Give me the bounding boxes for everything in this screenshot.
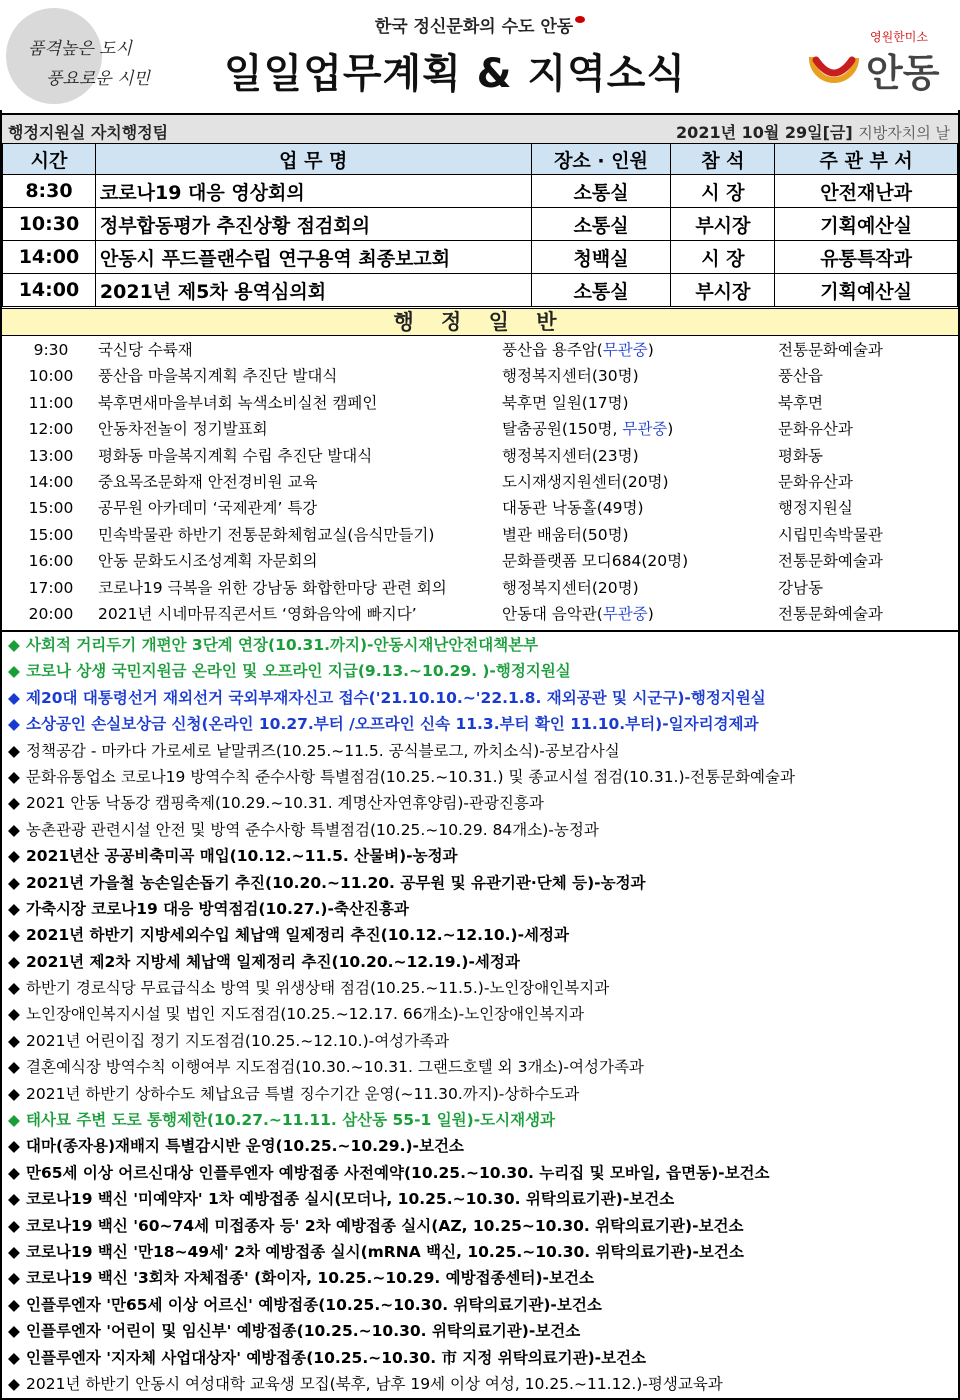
general-time: 10:00 xyxy=(28,367,74,386)
schedule-header-row xyxy=(3,144,958,175)
notice-item xyxy=(2,711,958,737)
notice-item xyxy=(2,922,958,948)
general-dept: 북후면 xyxy=(778,393,823,412)
notice-text: 제20대 대통령선거 재외선거 국외부재자신고 접수('21.10.10.~'22.1.8. 재외공관 및 시군구)-행정지원실 xyxy=(26,688,766,707)
general-time: 16:00 xyxy=(28,552,74,571)
general-dept: 전통문화예술과 xyxy=(778,605,883,623)
diamond-bullet-icon: ◆ xyxy=(8,1322,20,1341)
col-header-place: 장소 · 인원 xyxy=(531,144,671,175)
general-place-end: ) xyxy=(667,420,674,439)
general-place xyxy=(502,363,639,389)
notice-item xyxy=(2,632,958,658)
notice-text: 코로나19 백신 '만18~49세' 2차 예방접종 실시(mRNA 백신, 10.25.~10.30. 위탁의료기관)-보건소 xyxy=(26,1242,744,1261)
general-dept: 풍산읍 xyxy=(778,367,823,386)
notice-text: 코로나19 백신 '3회차 자체접종' (화이자, 10.25.~10.29. 예방접종센터)-보건소 xyxy=(26,1269,594,1288)
general-task: 중요목조문화재 안전경비원 교육 xyxy=(98,473,318,491)
notice-item xyxy=(2,1265,958,1291)
notice-item xyxy=(2,1133,958,1159)
cell-dept: 기획예산실 xyxy=(775,208,958,241)
diamond-bullet-icon: ◆ xyxy=(8,952,20,971)
general-place-text: 행정복지센터(20명) xyxy=(502,578,639,597)
notice-item xyxy=(2,764,958,790)
subtitle-text: 한국 정신문화의 수도 안동 xyxy=(374,17,574,37)
notice-item xyxy=(2,738,958,764)
general-time: 12:00 xyxy=(28,420,74,439)
diamond-bullet-icon: ◆ xyxy=(8,1137,20,1156)
notice-item xyxy=(2,896,958,922)
notice-text: 정책공감 - 마카다 가로세로 낱말퀴즈(10.25.~11.5. 공식블로그, 까치소식)-공보감사실 xyxy=(26,741,620,760)
cell-attend: 부시장 xyxy=(671,208,775,241)
general-place xyxy=(502,390,629,416)
general-dept: 전통문화예술과 xyxy=(778,552,883,571)
schedule-row xyxy=(3,241,958,274)
cell-dept: 안전재난과 xyxy=(775,175,958,208)
notice-text: 2021 안동 낙동강 캠핑축제(10.29.~10.31. 계명산자연휴양림)-관광진흥과 xyxy=(26,794,544,813)
logo-tagline: 영원한미소 xyxy=(870,30,928,44)
diamond-bullet-icon: ◆ xyxy=(8,662,20,681)
general-row xyxy=(2,469,958,495)
general-place-end: ) xyxy=(647,605,654,623)
notice-text: 2021년 하반기 안동시 여성대학 교육생 모집(북후, 남후 19세 이상 여성, 10.25.~11.12.)-평생교육과 xyxy=(26,1374,723,1393)
schedule-table xyxy=(2,143,958,307)
general-row xyxy=(2,601,958,627)
general-dept: 강남동 xyxy=(778,578,823,597)
cell-place: 소통실 xyxy=(531,175,671,208)
cell-task: 정부합동평가 추진상황 점검회의 xyxy=(95,208,531,241)
diamond-bullet-icon: ◆ xyxy=(8,1058,20,1077)
diamond-bullet-icon: ◆ xyxy=(8,688,20,707)
general-schedule-list xyxy=(2,336,958,628)
general-place xyxy=(502,469,669,495)
diamond-bullet-icon: ◆ xyxy=(8,847,20,866)
notice-text: 노인장애인복지시설 및 법인 지도점검(10.25.~12.17. 66개소)-노인장애인복지과 xyxy=(26,1005,585,1024)
general-place xyxy=(502,601,654,627)
general-time: 11:00 xyxy=(28,393,74,412)
general-row xyxy=(2,575,958,601)
general-place xyxy=(502,495,644,521)
red-eye-icon xyxy=(575,16,585,23)
col-header-attend: 참 석 xyxy=(671,144,775,175)
cell-time: 8:30 xyxy=(3,175,96,208)
general-time: 13:00 xyxy=(28,446,74,465)
cell-place: 소통실 xyxy=(531,274,671,307)
general-task: 안동차전놀이 정기발표회 xyxy=(98,420,268,439)
general-row xyxy=(2,363,958,389)
general-time: 15:00 xyxy=(28,525,74,544)
general-place xyxy=(502,337,654,363)
general-time: 15:00 xyxy=(28,499,74,518)
diamond-bullet-icon: ◆ xyxy=(8,899,20,918)
diamond-bullet-icon: ◆ xyxy=(8,1374,20,1393)
diamond-bullet-icon: ◆ xyxy=(8,1242,20,1261)
general-place-text: 도시재생지원센터(20명) xyxy=(502,473,669,491)
general-dept: 평화동 xyxy=(778,446,823,465)
notice-item xyxy=(2,1239,958,1265)
notice-item xyxy=(2,1318,958,1344)
general-place-text: 행정복지센터(30명) xyxy=(502,367,639,386)
notice-text: 코로나19 백신 '60~74세 미접종자 등' 2차 예방접종 실시(AZ, 10.25~10.30. 위탁의료기관)-보건소 xyxy=(26,1216,744,1235)
general-task: 풍산읍 마을복지계획 추진단 발대식 xyxy=(98,367,338,386)
notice-item xyxy=(2,658,958,684)
general-task: 민속박물관 하반기 전통문화체험교실(음식만들기) xyxy=(98,525,435,544)
general-task: 국신당 수륙재 xyxy=(98,341,193,359)
cell-time: 14:00 xyxy=(3,274,96,307)
general-task: 안동 문화도시조성계획 자문회의 xyxy=(98,552,318,571)
andong-logo xyxy=(806,18,946,98)
general-place xyxy=(502,416,673,442)
notice-text: 가축시장 코로나19 대응 방역점검(10.27.)-축산진흥과 xyxy=(26,899,409,918)
col-header-dept: 주 관 부 서 xyxy=(775,144,958,175)
notice-text: 문화유통업소 코로나19 방역수칙 준수사항 특별점검(10.25.~10.31.) 및 종교시설 점검(10.31.)-전통문화예술과 xyxy=(26,767,795,786)
notice-item xyxy=(2,685,958,711)
diamond-bullet-icon: ◆ xyxy=(8,873,20,892)
general-place xyxy=(502,443,639,469)
cell-place: 소통실 xyxy=(531,208,671,241)
general-place xyxy=(502,548,688,574)
diamond-bullet-icon: ◆ xyxy=(8,741,20,760)
cell-place: 청백실 xyxy=(531,241,671,274)
notice-text: 코로나19 백신 '미예약자' 1차 예방접종 실시(모더나, 10.25.~10.30. 위탁의료기관)-보건소 xyxy=(26,1190,675,1209)
general-dept: 문화유산과 xyxy=(778,420,853,439)
general-task: 공무원 아카데미 ‘국제관계’ 특강 xyxy=(98,499,318,518)
general-row xyxy=(2,390,958,416)
notice-text: 2021년 어린이집 정기 지도점검(10.25.~12.10.)-여성가족과 xyxy=(26,1031,450,1050)
notice-item xyxy=(2,1345,958,1371)
cell-task: 안동시 푸드플랜수립 연구용역 최종보고회 xyxy=(95,241,531,274)
general-row xyxy=(2,443,958,469)
notice-item xyxy=(2,843,958,869)
general-place-highlight: 무관중 xyxy=(602,605,648,623)
notice-text: 2021년 가을철 농손일손돕기 추진(10.20.~11.20. 공무원 및 유관기관·단체 등)-농정과 xyxy=(26,873,646,892)
cell-attend: 시 장 xyxy=(671,241,775,274)
general-place-highlight: 무관중 xyxy=(622,420,668,439)
notice-item xyxy=(2,1371,958,1397)
notice-text: 대마(종자용)재배지 특별감시반 운영(10.25.~10.29.)-보건소 xyxy=(26,1137,464,1156)
general-place-text: 문화플랫폼 모디684(20명) xyxy=(502,552,689,571)
diamond-bullet-icon: ◆ xyxy=(8,715,20,734)
general-place-text: 별관 배움터(50명) xyxy=(502,525,629,544)
diamond-bullet-icon: ◆ xyxy=(8,1295,20,1314)
general-task: 평화동 마을복지계획 수립 추진단 발대식 xyxy=(98,446,373,465)
notice-text: 인플루엔자 '어린이 및 임신부' 예방접종(10.25.~10.30. 위탁의료기관)-보건소 xyxy=(26,1322,581,1341)
general-task: 코로나19 극복을 위한 강남동 화합한마당 관련 회의 xyxy=(98,578,447,597)
general-place-text: 대동관 낙동홀(49명) xyxy=(502,499,644,518)
diamond-bullet-icon: ◆ xyxy=(8,767,20,786)
general-place-text: 행정복지센터(23명) xyxy=(502,446,639,465)
diamond-bullet-icon: ◆ xyxy=(8,1163,20,1182)
notice-text: 결혼예식장 방역수칙 이행여부 지도점검(10.30.~10.31. 그랜드호텔 외 3개소)-여성가족과 xyxy=(26,1058,644,1077)
general-place xyxy=(502,575,639,601)
cell-attend: 부시장 xyxy=(671,274,775,307)
notice-text: 소상공인 손실보상금 신청(온라인 10.27.부터 /오프라인 신속 11.3.부터 확인 11.10.부터)-일자리경제과 xyxy=(26,715,759,734)
logo-name: 안동 xyxy=(866,51,940,95)
cell-time: 14:00 xyxy=(3,241,96,274)
general-dept: 행정지원실 xyxy=(778,499,853,518)
general-task: 북후면새마을부녀회 녹색소비실천 캠페인 xyxy=(98,393,378,412)
general-row xyxy=(2,522,958,548)
notice-text: 농촌관광 관련시설 안전 및 방역 준수사항 특별점검(10.25.~10.29. 84개소)-농정과 xyxy=(26,820,599,839)
cell-dept: 기획예산실 xyxy=(775,274,958,307)
col-header-task: 업 무 명 xyxy=(95,144,531,175)
diamond-bullet-icon: ◆ xyxy=(8,1005,20,1024)
notice-item xyxy=(2,1107,958,1133)
general-task: 2021년 시네마뮤직콘서트 ‘영화음악에 빠지다’ xyxy=(98,605,417,623)
general-dept: 전통문화예술과 xyxy=(778,341,883,359)
notice-text: 태사묘 주변 도로 통행제한(10.27.~11.11. 삼산동 55-1 일원)-도시재생과 xyxy=(26,1111,556,1130)
schedule-row xyxy=(3,274,958,307)
general-time: 17:00 xyxy=(28,578,74,597)
notice-text: 인플루엔자 '지자체 사업대상자' 예방접종(10.25.~10.30. 市 지정 위탁의료기관)-보건소 xyxy=(26,1348,647,1367)
cell-attend: 시 장 xyxy=(671,175,775,208)
diamond-bullet-icon: ◆ xyxy=(8,1111,20,1130)
general-row xyxy=(2,337,958,363)
general-dept: 시립민속박물관 xyxy=(778,525,883,544)
general-time: 14:00 xyxy=(28,473,74,491)
notice-text: 코로나 상생 국민지원금 온라인 및 오프라인 지급(9.13.~10.29. )-행정지원실 xyxy=(26,662,571,681)
cell-time: 10:30 xyxy=(3,208,96,241)
diamond-bullet-icon: ◆ xyxy=(8,820,20,839)
header xyxy=(0,0,960,110)
date-text: 2021년 10월 29일[금] xyxy=(676,123,853,142)
notice-text: 사회적 거리두기 개편안 3단계 연장(10.31.까지)-안동시재난안전대책본부 xyxy=(26,636,539,654)
notice-item xyxy=(2,1054,958,1080)
diamond-bullet-icon: ◆ xyxy=(8,1348,20,1367)
date-line xyxy=(676,120,950,143)
notice-item xyxy=(2,817,958,843)
general-place xyxy=(502,522,629,548)
general-place-text: 안동대 음악관( xyxy=(502,605,603,623)
general-place-text: 풍산읍 용주암( xyxy=(502,341,603,359)
slogan-line-2: 풍요로운 시민 xyxy=(46,69,150,89)
smile-logo-icon xyxy=(806,30,862,86)
notice-item xyxy=(2,1292,958,1318)
general-row xyxy=(2,548,958,574)
general-time: 20:00 xyxy=(28,605,74,623)
notice-item xyxy=(2,975,958,1001)
notice-text: 하반기 경로식당 무료급식소 방역 및 위생상태 점검(10.25.~11.5.)-노인장애인복지과 xyxy=(26,979,610,998)
notice-item xyxy=(2,1186,958,1212)
notice-item xyxy=(2,1001,958,1027)
general-place-text: 탈춤공원(150명, xyxy=(502,420,623,439)
general-place-end: ) xyxy=(647,341,654,359)
general-dept: 문화유산과 xyxy=(778,473,853,491)
general-row xyxy=(2,416,958,442)
diamond-bullet-icon: ◆ xyxy=(8,1031,20,1050)
info-bar xyxy=(2,113,958,143)
notice-text: 인플루엔자 '만65세 이상 어르신' 예방접종(10.25.~10.30. 위탁의료기관)-보건소 xyxy=(26,1295,602,1314)
cell-task: 코로나19 대응 영상회의 xyxy=(95,175,531,208)
notice-item xyxy=(2,870,958,896)
notice-text: 2021년 하반기 지방세외수입 체납액 일제정리 추진(10.12.~12.10.)-세정과 xyxy=(26,926,569,945)
diamond-bullet-icon: ◆ xyxy=(8,1190,20,1209)
team-name: 행정지원실 자치행정팀 xyxy=(8,123,169,142)
diamond-bullet-icon: ◆ xyxy=(8,1216,20,1235)
cell-dept: 유통특작과 xyxy=(775,241,958,274)
general-place-text: 북후면 일원(17명) xyxy=(502,393,629,412)
schedule-row xyxy=(3,208,958,241)
general-place-highlight: 무관중 xyxy=(602,341,648,359)
notice-item xyxy=(2,1081,958,1107)
notice-text: 만65세 이상 어르신대상 인플루엔자 예방접종 사전예약(10.25.~10.30. 누리집 및 모바일, 읍면동)-보건소 xyxy=(26,1163,770,1182)
notice-item xyxy=(2,1028,958,1054)
notice-item xyxy=(2,949,958,975)
col-header-time: 시간 xyxy=(3,144,96,175)
notice-text: 2021년 제2차 지방세 체납액 일제정리 추진(10.20.~12.19.)-세정과 xyxy=(26,952,520,971)
notice-text: 2021년산 공공비축미곡 매입(10.12.~11.5. 산물벼)-농정과 xyxy=(26,847,458,866)
slogan-line-1: 품격높은 도시 xyxy=(28,39,132,59)
diamond-bullet-icon: ◆ xyxy=(8,926,20,945)
cell-task: 2021년 제5차 용역심의회 xyxy=(95,274,531,307)
notice-list xyxy=(2,630,958,1397)
date-note: 지방자치의 날 xyxy=(858,124,950,142)
diamond-bullet-icon: ◆ xyxy=(8,636,20,654)
general-time: 9:30 xyxy=(33,341,69,359)
diamond-bullet-icon: ◆ xyxy=(8,979,20,998)
section-heading: 행 정 일 반 xyxy=(2,308,958,336)
general-row xyxy=(2,495,958,521)
notice-item xyxy=(2,1213,958,1239)
notice-item xyxy=(2,790,958,816)
diamond-bullet-icon: ◆ xyxy=(8,794,20,813)
notice-text: 2021년 하반기 상하수도 체납요금 특별 징수기간 운영(~11.30.까지)-상하수도과 xyxy=(26,1084,580,1103)
schedule-row xyxy=(3,175,958,208)
page-title: 일일업무계획 & 지역소식 xyxy=(223,51,687,97)
notice-item xyxy=(2,1160,958,1186)
diamond-bullet-icon: ◆ xyxy=(8,1269,20,1288)
diamond-bullet-icon: ◆ xyxy=(8,1084,20,1103)
